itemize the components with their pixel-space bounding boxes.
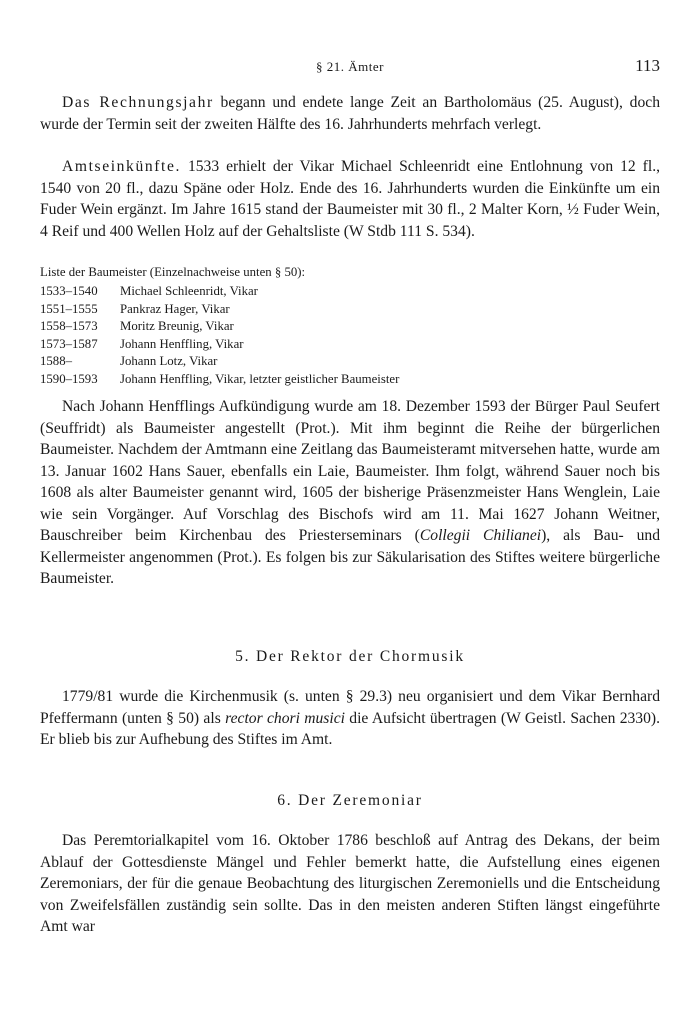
list-item-years: 1573–1587 bbox=[40, 336, 98, 351]
section-heading-rektor: 5. Der Rektor der Chormusik bbox=[235, 648, 465, 665]
paragraph-rektor bbox=[40, 686, 660, 751]
list-item-years: 1588– bbox=[40, 354, 72, 368]
list-item-name: Johann Lotz, Vikar bbox=[120, 354, 218, 368]
paragraph-term: Amtseinkünfte. bbox=[62, 158, 181, 175]
list-item bbox=[40, 318, 660, 336]
list-item bbox=[40, 301, 660, 319]
list-item-name: Johann Henffling, Vikar bbox=[120, 336, 244, 351]
paragraph-buergerliche-baumeister bbox=[40, 396, 660, 590]
page-header bbox=[40, 56, 660, 78]
list-item bbox=[40, 336, 660, 354]
paragraph-italic: rector chori musici bbox=[225, 709, 345, 727]
list-item-name: Moritz Breunig, Vikar bbox=[120, 319, 234, 333]
paragraph-text: die Aufsicht übertragen (W Geistl. Sachen 2330). Er blieb bis zur Aufhebung des Stiftes im Amt. bbox=[40, 709, 660, 748]
paragraph-rechnungsjahr bbox=[40, 92, 660, 135]
page-number: 113 bbox=[635, 56, 660, 75]
list-item bbox=[40, 283, 660, 301]
paragraph-term: Das Rechnungsjahr bbox=[62, 94, 214, 111]
list-item-name: Pankraz Hager, Vikar bbox=[120, 301, 230, 316]
list-item-years: 1590–1593 bbox=[40, 371, 98, 386]
list-heading: Liste der Baumeister (Einzelnachweise unten § 50): bbox=[40, 265, 306, 279]
section-heading-zeremoniar: 6. Der Zeremoniar bbox=[277, 792, 423, 809]
list-item-years: 1551–1555 bbox=[40, 301, 98, 316]
list-item-name: Johann Henffling, Vikar, letzter geistlicher Baumeister bbox=[120, 371, 400, 386]
list-item-name: Michael Schleenridt, Vikar bbox=[120, 284, 258, 298]
paragraph-amtseinkuenfte bbox=[40, 156, 660, 242]
paragraph-text: begann und endete lange Zeit an Bartholomäus (25. August), doch wurde der Termin seit der zweiten Hälfte des 16. Jahrhunderts mehrfach verlegt. bbox=[40, 94, 660, 133]
list-item bbox=[40, 353, 660, 371]
paragraph-italic: Collegii Chilianei bbox=[419, 527, 542, 544]
paragraph-text: ), als Bau- und Kellermeister angenommen (Prot.). Es folgen bis zur Säkularisation des Stiftes weitere bürgerliche Baumeister. bbox=[40, 527, 660, 587]
list-item-years: 1533–1540 bbox=[40, 284, 98, 298]
baumeister-list bbox=[40, 283, 660, 388]
list-item-years: 1558–1573 bbox=[40, 319, 98, 333]
list-item bbox=[40, 371, 660, 389]
paragraph-text: 1779/81 wurde die Kirchenmusik (s. unten § 29.3) neu organisiert und dem Vikar Bernhard Pfeffermann (unten § 50) als bbox=[40, 688, 660, 727]
paragraph-text: Nach Johann Henfflings Aufkündigung wurde am 18. Dezember 1593 der Bürger Paul Seufert (Seuffridt) als Baumeister angestellt (Prot.). Mit ihm beginnt die Reihe der bürgerlichen Baumeister. Nachdem der Amtmann eine Zeitlang das Baumeisteramt mitversehen hatte, wurde am 13. Januar 1602 Hans Sauer, ebenfalls ein Laie, Baumeister. Ihm folgt, während Sauer noch bis 1608 als alter Baumeister genannt wird, 1605 der bisherige Präsenzmeister Hans Wenglein, Laie wie sein Vorgänger. Auf Vorschlag des Bischofs wird am 11. Mai 1627 Johann Weitner, Bauschreiber beim Kirchenbau des Priesterseminars ( bbox=[40, 398, 660, 544]
running-title: § 21. Ämter bbox=[316, 59, 384, 74]
paragraph-text: 1533 erhielt der Vikar Michael Schleenridt eine Entlohnung von 12 fl., 1540 von 20 fl., dazu Späne oder Holz. Ende des 16. Jahrhunderts wurden die Einkünfte um ein Fuder Wein ergänzt. Im Jahre 1615 stand der Baumeister mit 30 fl., 2 Malter Korn, ½ Fuder Wein, 4 Reif und 400 Wellen Holz auf der Gehaltsliste (W Stdb 111 S. 534). bbox=[40, 158, 660, 240]
paragraph-zeremoniar: Das Peremtorialkapitel vom 16. Oktober 1786 beschloß auf Antrag des Dekans, der beim Ablauf der Gottesdienste Mängel und Fehler bemerkt hatte, die Aufstellung eines eigenen Zeremoniars, der für die genaue Beobachtung des liturgischen Zeremoniells und die Entscheidung von Zweifelsfällen zuständig sein sollte. Das in den meisten anderen Stiften längst eingeführte Amt war bbox=[40, 832, 660, 935]
